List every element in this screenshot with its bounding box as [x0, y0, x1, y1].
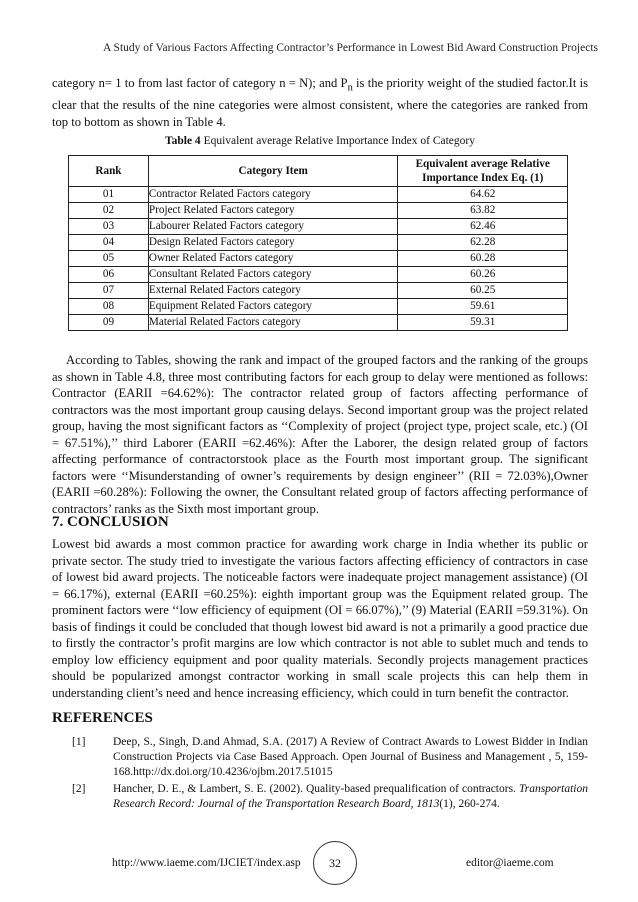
cell-item: Equipment Related Factors category [148, 299, 398, 315]
table-row [69, 219, 568, 235]
cell-item: Labourer Related Factors category [148, 219, 398, 235]
references-heading: REFERENCES [52, 710, 153, 726]
cell-rank: 09 [69, 315, 149, 331]
cell-rank: 06 [69, 267, 149, 283]
cell-index: 60.26 [398, 267, 568, 283]
cell-index: 60.28 [398, 251, 568, 267]
footer-url[interactable]: http://www.iaeme.com/IJCIET/index.asp [112, 857, 301, 869]
cell-item: Contractor Related Factors category [148, 187, 398, 203]
table-row [69, 267, 568, 283]
cell-index: 59.31 [398, 315, 568, 331]
table-caption-text: Equivalent average Relative Importance Index of Category [200, 135, 475, 147]
table-row [69, 203, 568, 219]
cell-rank: 08 [69, 299, 149, 315]
table-row [69, 315, 568, 331]
reference-text [113, 782, 588, 812]
intro-paragraph [52, 75, 588, 130]
footer-email[interactable]: editor@iaeme.com [466, 857, 554, 869]
table-caption [52, 135, 588, 147]
table-row [69, 187, 568, 203]
tables-discussion-paragraph: According to Tables, showing the rank and impact of the grouped factors and the ranking of the groups as shown in Table 4.8, three most contributing factors for each group to delay were mentioned as follows: Contractor (EARII =64.62%): The contractor related group of factors affecting performance of contractors was the most important group causing delays. Second important group was the project related group, having the most significant factors as ‘‘Complexity of project (project type, project scale, etc.) (OI = 67.51%),’’ third Laborer (EARII =62.46%): After the Laborer, the design related group of factors affecting performance of contractorstook place as the Fourth most important group. The significant factors were ‘‘Misunderstanding of owner’s requirements by design engineer’’ (RII = 72.03%),Owner (EARII =60.28%): Following the owner, the Consultant related group of factors affecting performance of contractors’ ranks as the Sixth most important group. [52, 353, 588, 516]
header-rank: Rank [69, 156, 149, 187]
cell-item: Project Related Factors category [148, 203, 398, 219]
running-head: A Study of Various Factors Affecting Contractor’s Performance in Lowest Bid Award Construction Projects [103, 42, 598, 54]
header-rii-index: Equivalent average Relative Importance Index Eq. (1) [398, 156, 568, 187]
cell-item: Design Related Factors category [148, 235, 398, 251]
reference-text: Deep, S., Singh, D.and Ahmad, S.A. (2017) A Review of Contract Awards to Lowest Bidder in Indian Construction Projects via Case Based Approach. Open Journal of Business and Management , 5, 159-168.http://dx.doi.org/10.4236/ojbm.2017.51015 [113, 736, 588, 778]
table-row [69, 235, 568, 251]
cell-item: External Related Factors category [148, 283, 398, 299]
category-rii-table [68, 155, 568, 331]
table-row [69, 283, 568, 299]
cell-index: 59.61 [398, 299, 568, 315]
table-body [69, 187, 568, 331]
cell-rank: 02 [69, 203, 149, 219]
reference-number: [2] [72, 783, 86, 795]
conclusion-heading: 7. CONCLUSION [52, 514, 169, 530]
cell-rank: 01 [69, 187, 149, 203]
reference-text-plain: Hancher, D. E., & Lambert, S. E. (2002). Quality-based prequalification of contractors. [113, 783, 519, 795]
page-number: 32 [313, 841, 357, 885]
intro-text-2: is the priority weight of the studied factor.It is clear that the results of the nine categories were almost consistent, where the categories are ranked from top to bottom as shown in Table 4. [52, 76, 588, 129]
reference-item [52, 782, 588, 812]
cell-index: 62.46 [398, 219, 568, 235]
reference-item [52, 735, 588, 780]
conclusion-paragraph: Lowest bid awards a most common practice for awarding work charge in India whether its public or private sector. The study tried to investigate the various factors affecting efficiency of contractors in case of lowest bid award projects. The noticeable factors were inadequate project management assistance) (OI = 66.17%), external (EARII =60.25%): eighth important group was the Equipment related group. The prominent factors were ‘‘low efficiency of equipment (OI = 66.07%),’’ (9) Material (EARII =59.31%). On basis of findings it could be concluded that though lowest bid award is not a primarily a good practice due to firstly the contractor’s profit margins are low which contractor is not able to sublet much and tends to employ low efficiency equipment and poor quality materials. Secondly projects management practices should be popularized amongst contractor working in small scale projects this can help them in understanding client’s need and hence increasing efficiency, which could in turn benefit the contractor. [52, 537, 588, 700]
intro-text-1: category n= 1 to from last factor of category n = N); and P [52, 76, 348, 90]
cell-item: Consultant Related Factors category [148, 267, 398, 283]
table-header-row [69, 156, 568, 187]
header-category-item: Category Item [148, 156, 398, 187]
table-row [69, 299, 568, 315]
reference-number: [1] [72, 736, 86, 748]
cell-rank: 07 [69, 283, 149, 299]
table-row [69, 251, 568, 267]
table-caption-label: Table 4 [165, 135, 201, 147]
cell-index: 63.82 [398, 203, 568, 219]
cell-rank: 05 [69, 251, 149, 267]
reference-text-tail: (1), 260-274. [439, 798, 500, 810]
cell-index: 60.25 [398, 283, 568, 299]
cell-item: Material Related Factors category [148, 315, 398, 331]
reference-journal: Transportation Research Record: Journal of the Transportation Research Board, 1813 [113, 783, 588, 810]
cell-index: 62.28 [398, 235, 568, 251]
cell-rank: 03 [69, 219, 149, 235]
cell-index: 64.62 [398, 187, 568, 203]
cell-rank: 04 [69, 235, 149, 251]
cell-item: Owner Related Factors category [148, 251, 398, 267]
intro-subscript: n [347, 82, 353, 94]
